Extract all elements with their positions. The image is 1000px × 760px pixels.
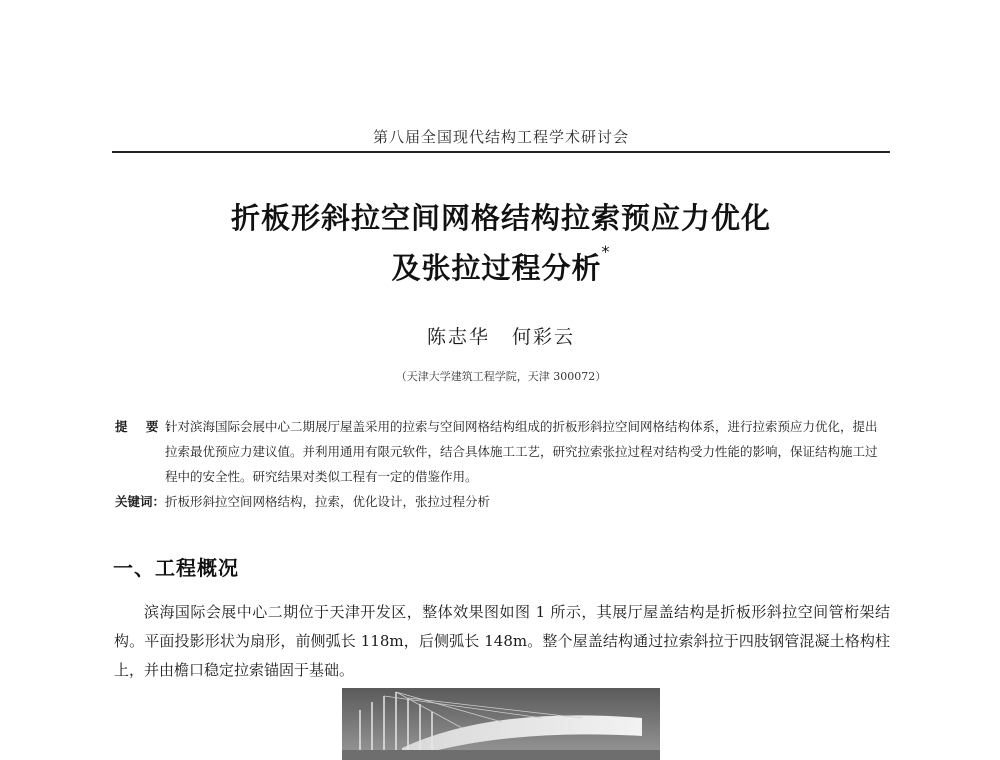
abstract-label: 提 要： (115, 419, 185, 434)
keywords-label: 关键词： (115, 494, 166, 509)
author-list (112, 322, 890, 349)
paper-title-line-1: 折板形斜拉空间网格结构拉索预应力优化 (230, 201, 771, 235)
title-footnote-mark: * (601, 242, 611, 261)
figure-1-photo (342, 688, 660, 760)
header-rule (112, 151, 890, 153)
keywords-text: 折板形斜拉空间网格结构，拉索，优化设计，张拉过程分析 (165, 494, 491, 509)
paper-title-line-2-text: 及张拉过程分析 (391, 251, 602, 285)
affiliation: （天津大学建筑工程学院，天津 300072） (395, 370, 607, 383)
abstract-text: 针对滨海国际会展中心二期展厅屋盖采用的拉索与空间网格结构组成的折板形斜拉空间网格结构体系，进行拉索预应力优化，提出拉索最优预应力建议值。并利用通用有限元软件，结合具体施工工艺，研究拉索张拉过程对结构受力性能的影响，保证结构施工过程中的安全性。研究结果对类似工程有一定的借鉴作用。 (165, 419, 878, 484)
keywords (115, 489, 893, 514)
body-paragraph: 滨海国际会展中心二期位于天津开发区，整体效果图如图 1 所示，其展厅屋盖结构是折板形斜拉空间管桁架结构。平面投影形状为扇形，前侧弧长 118m，后侧弧长 148m。整个屋盖结构通过拉索斜拉于四肢钢管混凝土格构柱上，并由檐口稳定拉索锚固于基础。 (114, 603, 890, 679)
running-header: 第八届全国现代结构工程学术研讨会 (372, 128, 629, 146)
paper-title-line-2 (112, 242, 890, 287)
section-heading: 一、工程概况 (113, 556, 239, 580)
building-photo-image (342, 688, 660, 760)
abstract (115, 414, 893, 489)
author-name: 陈志华 (426, 326, 490, 348)
author-name: 何彩云 (512, 326, 576, 348)
